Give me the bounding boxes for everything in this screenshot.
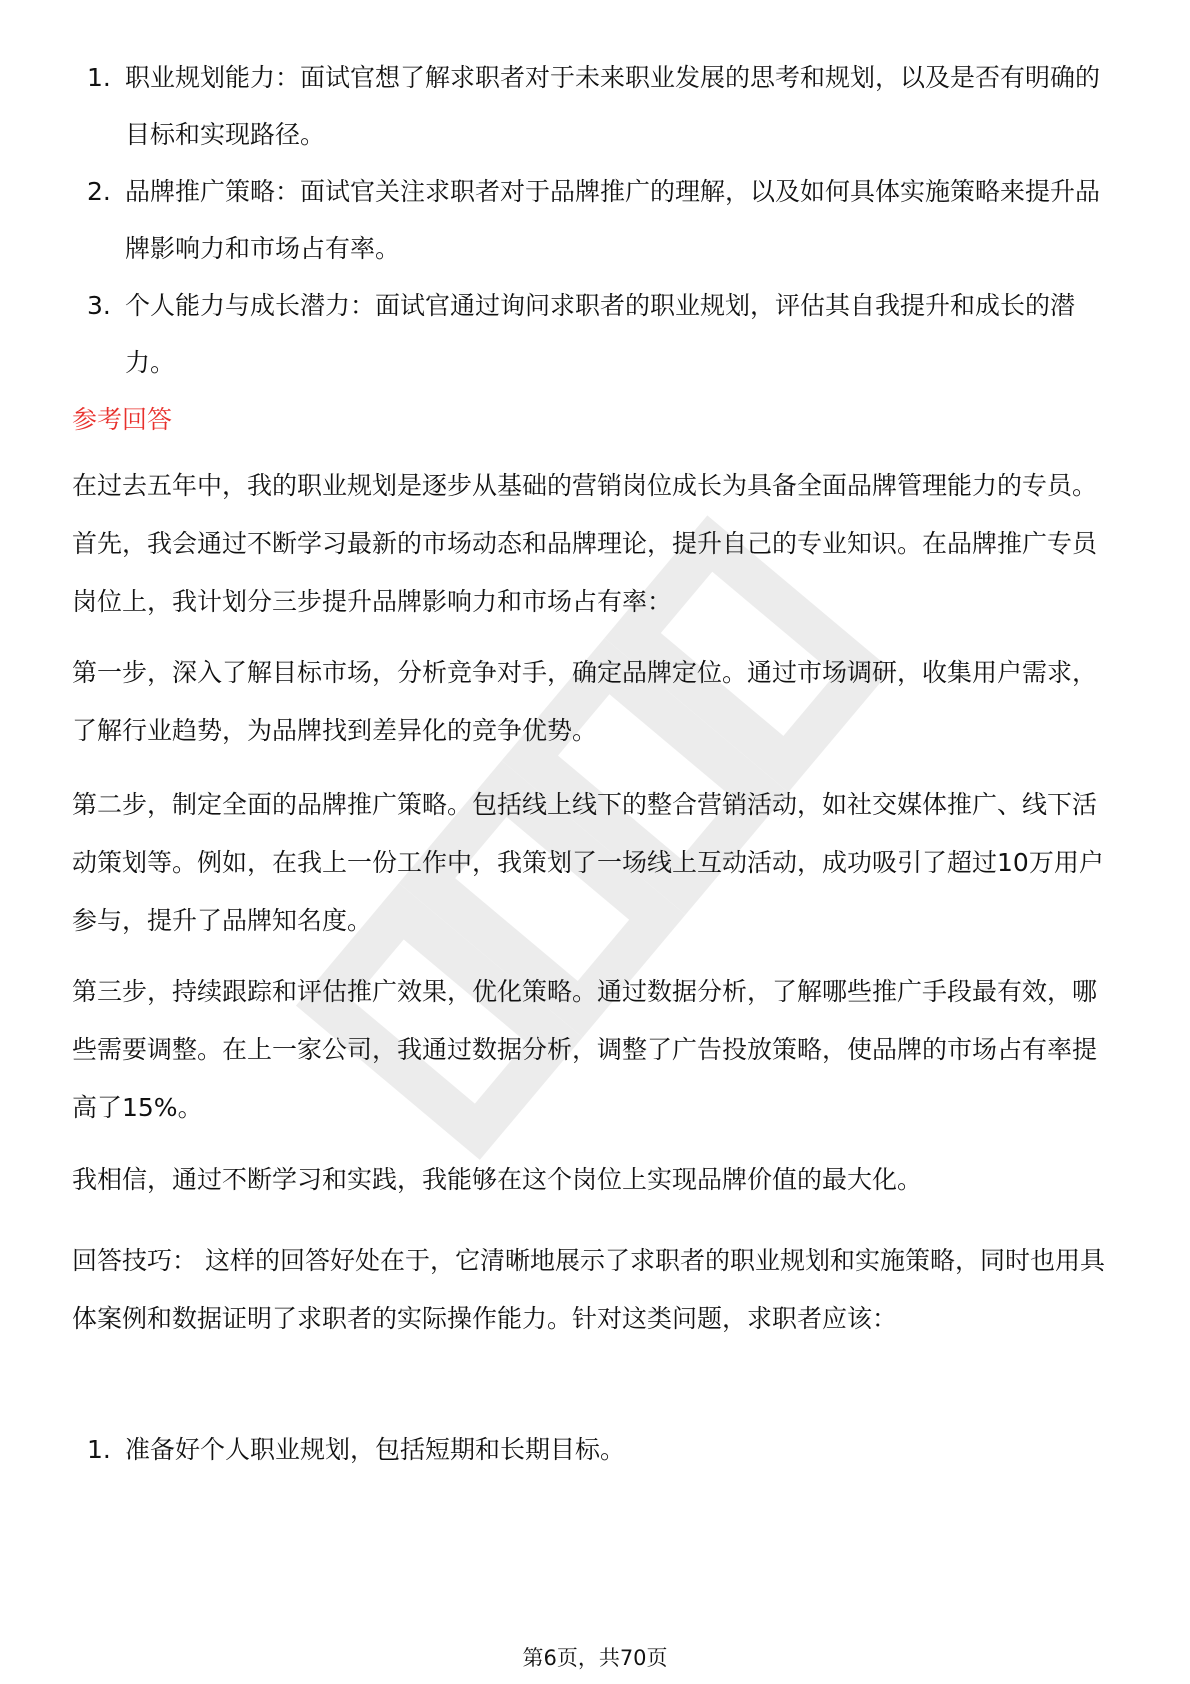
answer-paragraph: 第二步，制定全面的品牌推广策略。包括线上线下的整合营销活动，如社交媒体推广、线下活动策划等。例如，在我上一份工作中，我策划了一场线上互动活动，成功吸引了超过10万用户参与，提升了品牌知名度。 xyxy=(72,790,1104,935)
list-item xyxy=(0,163,1101,277)
list-text: 个人能力与成长潜力：面试官通过询问求职者的职业规划，评估其自我提升和成长的潜力。 xyxy=(125,291,1076,377)
answer-paragraph: 在过去五年中，我的职业规划是逐步从基础的营销岗位成长为具备全面品牌管理能力的专员。首先，我会通过不断学习最新的市场动态和品牌理论，提升自己的专业知识。在品牌推广专员岗位上，我计划分三步提升品牌影响力和市场占有率： xyxy=(72,471,1098,616)
list-text: 品牌推广策略：面试官关注求职者对于品牌推广的理解，以及如何具体实施策略来提升品牌影响力和市场占有率。 xyxy=(125,177,1101,263)
list-number: 1. xyxy=(87,63,111,92)
list-item xyxy=(0,277,1076,391)
page-number: 第6页，共70页 xyxy=(522,1646,668,1670)
answer-paragraph: 我相信，通过不断学习和实践，我能够在这个岗位上实现品牌价值的最大化。 xyxy=(72,1165,923,1194)
criteria-list xyxy=(0,49,1190,391)
list-number: 1. xyxy=(87,1435,111,1464)
list-item xyxy=(0,49,1101,163)
tips-list xyxy=(0,1421,1190,1478)
tips-paragraph: 回答技巧： 这样的回答好处在于，它清晰地展示了求职者的职业规划和实施策略，同时也用具体案例和数据证明了求职者的实际操作能力。针对这类问题，求职者应该： xyxy=(72,1246,1105,1333)
list-number: 2. xyxy=(87,177,111,206)
list-item xyxy=(0,1421,1040,1478)
answer-paragraph: 第一步，深入了解目标市场，分析竞争对手，确定品牌定位。通过市场调研，收集用户需求，了解行业趋势，为品牌找到差异化的竞争优势。 xyxy=(72,658,1098,745)
list-number: 3. xyxy=(87,291,111,320)
list-text: 职业规划能力：面试官想了解求职者对于未来职业发展的思考和规划，以及是否有明确的目标和实现路径。 xyxy=(125,63,1101,149)
answer-paragraph: 第三步，持续跟踪和评估推广效果，优化策略。通过数据分析，了解哪些推广手段最有效，哪些需要调整。在上一家公司，我通过数据分析，调整了广告投放策略，使品牌的市场占有率提高了15%。 xyxy=(72,977,1098,1122)
section-title: 参考回答 xyxy=(72,405,173,434)
list-text: 准备好个人职业规划，包括短期和长期目标。 xyxy=(125,1435,626,1464)
